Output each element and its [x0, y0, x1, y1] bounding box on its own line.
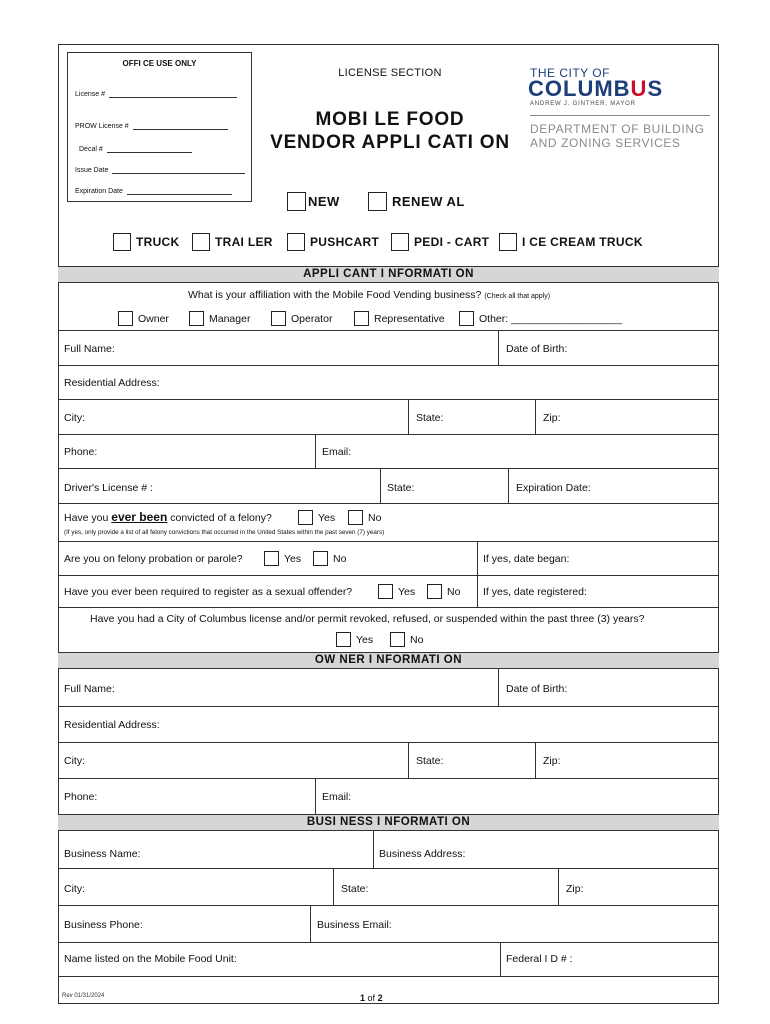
business-state-label: State:	[341, 883, 369, 895]
columbus-logo	[528, 76, 663, 102]
revoked-row	[58, 608, 719, 651]
felony-row	[58, 504, 719, 542]
owner-address-label: Residential Address:	[64, 719, 160, 731]
affil-operator-option[interactable]	[271, 311, 332, 326]
revoked-yes-label: Yes	[356, 633, 374, 646]
business-email-label: Business Email:	[317, 919, 392, 931]
office-decal-line[interactable]	[79, 145, 245, 153]
logo-city-text: THE CITY OF	[530, 66, 610, 80]
probation-no-checkbox[interactable]	[313, 551, 328, 566]
page-title-line2: VENDOR APPLI CATI ON	[270, 132, 510, 153]
pushcart-label: PUSHCART	[310, 235, 380, 249]
pushcart-option[interactable]	[287, 233, 379, 251]
affil-owner-option[interactable]	[118, 311, 169, 326]
truck-label: TRUCK	[136, 235, 180, 249]
affil-owner-label: Owner	[138, 312, 169, 325]
trailer-checkbox[interactable]	[192, 233, 210, 251]
pushcart-checkbox[interactable]	[287, 233, 305, 251]
icecream-option[interactable]	[499, 233, 643, 251]
revoked-no-checkbox[interactable]	[390, 632, 405, 647]
revoked-yes-option[interactable]	[336, 632, 373, 647]
business-city-row[interactable]	[58, 869, 719, 906]
offender-question: Have you ever been required to register as a sexual offender?	[64, 586, 353, 598]
applicant-dob-label: Date of Birth:	[506, 343, 568, 355]
affil-other-label: Other: ___________________	[479, 312, 623, 325]
applicant-phone-row[interactable]	[58, 435, 719, 469]
license-section-label: LICENSE SECTION	[338, 67, 442, 79]
new-label: NEW	[308, 194, 340, 209]
probation-no-label: No	[333, 552, 347, 565]
office-prow-line[interactable]	[75, 122, 245, 130]
affil-owner-checkbox[interactable]	[118, 311, 133, 326]
offender-date-label[interactable]: If yes, date registered:	[483, 586, 587, 598]
owner-section-header: OW NER I NFORMATI ON	[58, 652, 719, 669]
applicant-dl-state-label: State:	[387, 482, 415, 494]
business-zip-label: Zip:	[566, 883, 584, 895]
applicant-address-label: Residential Address:	[64, 377, 160, 389]
business-phone-row[interactable]	[58, 906, 719, 943]
owner-city-label: City:	[64, 755, 85, 767]
affil-rep-checkbox[interactable]	[354, 311, 369, 326]
truck-checkbox[interactable]	[113, 233, 131, 251]
probation-row	[58, 542, 719, 576]
office-license-label: License #	[75, 91, 105, 98]
unit-name-label: Name listed on the Mobile Food Unit:	[64, 953, 237, 965]
felony-question: Have you ever been convicted of a felony?	[64, 510, 272, 524]
offender-row	[58, 576, 719, 608]
logo-dept-line2: AND ZONING SERVICES	[530, 136, 681, 150]
offender-no-checkbox[interactable]	[427, 584, 442, 599]
icecream-checkbox[interactable]	[499, 233, 517, 251]
logo-dept-line1: DEPARTMENT OF BUILDING	[530, 122, 705, 136]
applicant-city-row[interactable]	[58, 400, 719, 435]
probation-yes-option[interactable]	[264, 551, 301, 566]
applicant-zip-label: Zip:	[543, 412, 561, 424]
business-name-row[interactable]	[58, 831, 719, 869]
owner-zip-label: Zip:	[543, 755, 561, 767]
office-license-line[interactable]	[75, 90, 245, 98]
owner-email-label: Email:	[322, 791, 352, 803]
page-title-line1: MOBI LE FOOD	[315, 109, 465, 130]
page-number	[360, 993, 383, 1003]
felony-yes-label: Yes	[318, 511, 336, 524]
page-title	[255, 108, 525, 154]
offender-yes-label: Yes	[398, 585, 416, 598]
felony-yes-checkbox[interactable]	[298, 510, 313, 525]
office-decal-label: Decal #	[79, 146, 103, 153]
icecream-label: I CE CREAM TRUCK	[522, 235, 643, 249]
revoked-question: Have you had a City of Columbus license and/or permit revoked, refused, or suspended within the past three (3) years?	[90, 613, 645, 625]
revoked-no-label: No	[410, 633, 424, 646]
applicant-city-label: City:	[64, 412, 85, 424]
felony-emphasis: ever been	[111, 510, 168, 524]
renewal-label: RENEW AL	[392, 194, 465, 209]
felony-yes-option[interactable]	[298, 510, 335, 525]
affil-other-checkbox[interactable]	[459, 311, 474, 326]
affiliation-question: What is your affiliation with the Mobile Food Vending business? (Check all that apply)	[188, 289, 551, 301]
applicant-email-label: Email:	[322, 446, 352, 458]
renewal-option[interactable]	[368, 192, 465, 211]
applicant-phone-label: Phone:	[64, 446, 98, 458]
logo-columbus-pre: COLUMB	[528, 76, 631, 101]
page-of: of	[367, 993, 376, 1003]
affil-other-option[interactable]	[459, 311, 622, 326]
offender-no-option[interactable]	[427, 584, 460, 599]
logo-columbus-post: S	[647, 76, 664, 101]
trailer-option[interactable]	[192, 233, 273, 251]
form-bottom-rule	[58, 976, 719, 977]
logo-divider	[530, 115, 710, 116]
felony-no-option[interactable]	[348, 510, 381, 525]
probation-date-label[interactable]: If yes, date began:	[483, 553, 570, 565]
owner-phone-label: Phone:	[64, 791, 98, 803]
applicant-state-label: State:	[416, 412, 444, 424]
pedicart-checkbox[interactable]	[391, 233, 409, 251]
new-checkbox[interactable]	[287, 192, 306, 211]
business-unit-row[interactable]	[58, 943, 719, 976]
probation-no-option[interactable]	[313, 551, 346, 566]
logo-columbus-u: U	[630, 76, 648, 101]
page-total: 2	[377, 993, 383, 1003]
office-prow-label: PROW License #	[75, 123, 129, 130]
revoked-no-option[interactable]	[390, 632, 423, 647]
pedicart-option[interactable]	[391, 233, 489, 251]
affiliation-row	[58, 283, 719, 331]
applicant-full-name-label: Full Name:	[64, 343, 115, 355]
applicant-address-row[interactable]	[58, 366, 719, 400]
applicant-dl-row[interactable]	[58, 469, 719, 504]
affil-manager-option[interactable]	[189, 311, 250, 326]
affil-manager-checkbox[interactable]	[189, 311, 204, 326]
new-option[interactable]	[287, 192, 340, 211]
office-expiration-line[interactable]	[75, 187, 245, 195]
owner-dob-label: Date of Birth:	[506, 683, 568, 695]
applicant-section-header: APPLI CANT I NFORMATI ON	[58, 266, 719, 283]
logo-department	[530, 122, 705, 150]
offender-no-label: No	[447, 585, 461, 598]
owner-full-name-label: Full Name:	[64, 683, 115, 695]
revision-date: Rev 01/31/2024	[62, 993, 105, 999]
pedicart-label: PEDI - CART	[414, 235, 490, 249]
probation-question: Are you on felony probation or parole?	[64, 553, 243, 565]
felony-no-checkbox[interactable]	[348, 510, 363, 525]
office-use-box	[67, 52, 252, 202]
applicant-dl-exp-label: Expiration Date:	[516, 482, 591, 494]
owner-name-row[interactable]	[58, 669, 719, 707]
probation-yes-checkbox[interactable]	[264, 551, 279, 566]
business-address-label: Business Address:	[379, 848, 466, 860]
business-city-label: City:	[64, 883, 85, 895]
owner-city-row[interactable]	[58, 743, 719, 779]
affil-operator-label: Operator	[291, 312, 333, 325]
business-phone-label: Business Phone:	[64, 919, 143, 931]
offender-yes-checkbox[interactable]	[378, 584, 393, 599]
federal-id-label: Federal I D # :	[506, 953, 573, 965]
office-use-title: OFFI CE USE ONLY	[122, 59, 197, 68]
applicant-dl-label: Driver's License # :	[64, 482, 153, 494]
applicant-name-row[interactable]	[58, 331, 719, 366]
business-name-label: Business Name:	[64, 848, 141, 860]
affil-rep-option[interactable]	[354, 311, 445, 326]
office-expiration-label: Expiration Date	[75, 188, 123, 195]
felony-no-label: No	[368, 511, 382, 524]
renewal-checkbox[interactable]	[368, 192, 387, 211]
office-issue-label: Issue Date	[75, 167, 109, 174]
business-section-header: BUSI NESS I NFORMATI ON	[58, 814, 719, 831]
felony-note: (If yes, only provide a list of all felony convictions that occurred in the United States within the past seven (7) years)	[64, 529, 385, 536]
offender-yes-option[interactable]	[378, 584, 415, 599]
owner-phone-row[interactable]	[58, 779, 719, 814]
owner-address-row[interactable]	[58, 707, 719, 743]
trailer-label: TRAI LER	[215, 235, 273, 249]
truck-option[interactable]	[113, 233, 180, 251]
affil-operator-checkbox[interactable]	[271, 311, 286, 326]
affiliation-note: (Check all that apply)	[484, 293, 551, 300]
owner-state-label: State:	[416, 755, 444, 767]
revoked-yes-checkbox[interactable]	[336, 632, 351, 647]
logo-mayor-text: ANDREW J. GINTHER, MAYOR	[530, 101, 636, 107]
office-issue-line[interactable]	[75, 166, 245, 174]
probation-yes-label: Yes	[284, 552, 302, 565]
page-current: 1	[360, 993, 366, 1003]
affil-rep-label: Representative	[374, 312, 445, 325]
affil-manager-label: Manager	[209, 312, 251, 325]
